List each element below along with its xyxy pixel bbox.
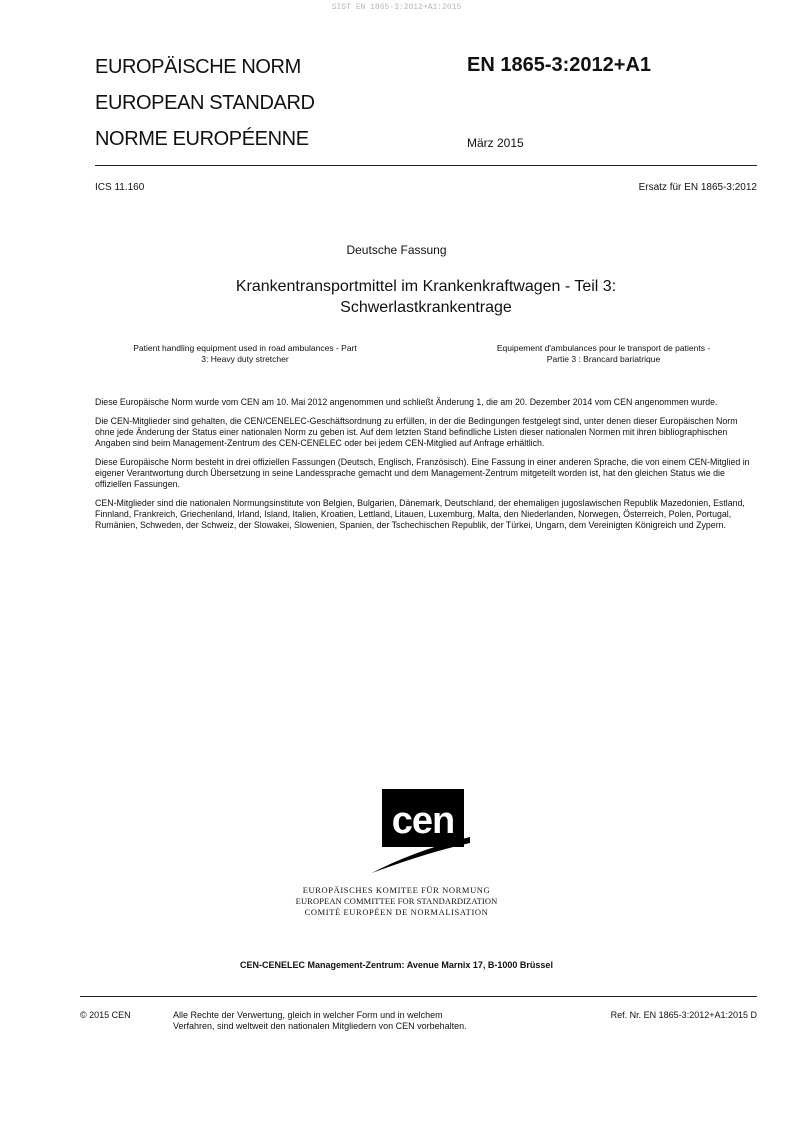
management-address: CEN-CENELEC Management-Zentrum: Avenue Marnix 17, B-1000 Brüssel [240,960,553,970]
norm-number: EN 1865-3:2012+A1 [467,54,652,76]
rights-line2: Verfahren, sind weltweit den nationalen Mitgliedern von CEN vorbehalten. [173,1021,467,1031]
committee-name-en: EUROPEAN COMMITTEE FOR STANDARDIZATION [295,896,498,906]
title-fr: NORME EUROPÉENNE [95,128,309,150]
rights-line1: Alle Rechte der Verwertung, gleich in welcher Form und in welchem [173,1010,443,1020]
cen-logo-text: cen [391,800,455,842]
title-english-line1: Patient handling equipment used in road ambulances - Part [133,343,357,353]
footer-divider [80,996,757,997]
issue-date: März 2015 [467,136,524,150]
paragraph-versions: Diese Europäische Norm besteht in drei offiziellen Fassungen (Deutsch, Englisch, Französisch). Eine Fassung in einer anderen Sprache, die von einem CEN-Mitglied in eigener Verantwortung durch Übersetzung in seine Landessprache gemacht und dem Management-Zentrum mitgeteilt worden ist, hat den gleichen Status wie die offiziellen Fassungen. [95,457,750,489]
title-en: EUROPEAN STANDARD [95,92,315,114]
cen-logo [372,787,472,875]
title-french-line2: Partie 3 : Brancard bariatrique [546,354,661,364]
title-english [95,343,395,365]
document-title [95,276,757,318]
paragraph-adoption: Diese Europäische Norm wurde vom CEN am 10. Mai 2012 angenommen und schließt Änderung 1, die am 20. Dezember 2014 vom CEN angenommen wurde. [95,397,718,407]
body-text [95,397,757,539]
title-french-line1: Equipement d'ambulances pour le transport de patients - [496,343,711,353]
document-title-line2: Schwerlastkrankentrage [340,299,512,316]
paragraph-obligations: Die CEN-Mitglieder sind gehalten, die CEN/CENELEC-Geschäftsordnung zu erfüllen, in der die Bedingungen festgelegt sind, unter denen dieser Europäischen Norm ohne jede Änderung der Status einer nationalen Norm zu geben ist. Auf dem letzten Stand befindliche Listen dieser nationalen Normen mit ihren bibliographischen Angaben sind beim Management-Zentrum des CEN-CENELEC oder bei jedem CEN-Mitglied auf Anfrage erhältlich. [95,416,738,448]
committee-name-de: EUROPÄISCHES KOMITEE FÜR NORMUNG [302,885,491,895]
header-divider [95,165,757,166]
committee-names [0,885,793,918]
ics-code: ICS 11.160 [95,182,145,193]
document-title-line1: Krankentransportmittel im Krankenkraftwagen - Teil 3: [235,278,617,295]
copyright: © 2015 CEN [80,1010,131,1020]
rights-notice [173,1010,563,1032]
title-english-line2: 3: Heavy duty stretcher [201,354,289,364]
paragraph-members: CEN-Mitglieder sind die nationalen Normungsinstitute von Belgien, Bulgarien, Dänemark, Deutschland, der ehemaligen jugoslawischen Republik Mazedonien, Estland, Finnland, Frankreich, Griechenland, Irland, Island, Italien, Kroatien, Lettland, Litauen, Luxemburg, Malta, den Niederlanden, Norwegen, Österreich, Polen, Portugal, Rumänien, Schweden, der Schweiz, der Slowakei, Slowenien, Spanien, der Tschechischen Republik, der Türkei, Ungarn, dem Vereinigten Königreich und Zypern. [95,498,745,530]
watermark: SIST EN 1865-3:2012+A1:2015 [331,3,462,12]
version-label: Deutsche Fassung [346,243,447,257]
reference-number: Ref. Nr. EN 1865-3:2012+A1:2015 D [610,1010,757,1020]
replaces-note: Ersatz für EN 1865-3:2012 [638,182,757,193]
title-french [450,343,757,365]
title-de: EUROPÄISCHE NORM [95,56,301,78]
committee-name-fr: COMITÉ EUROPÉEN DE NORMALISATION [304,907,489,917]
